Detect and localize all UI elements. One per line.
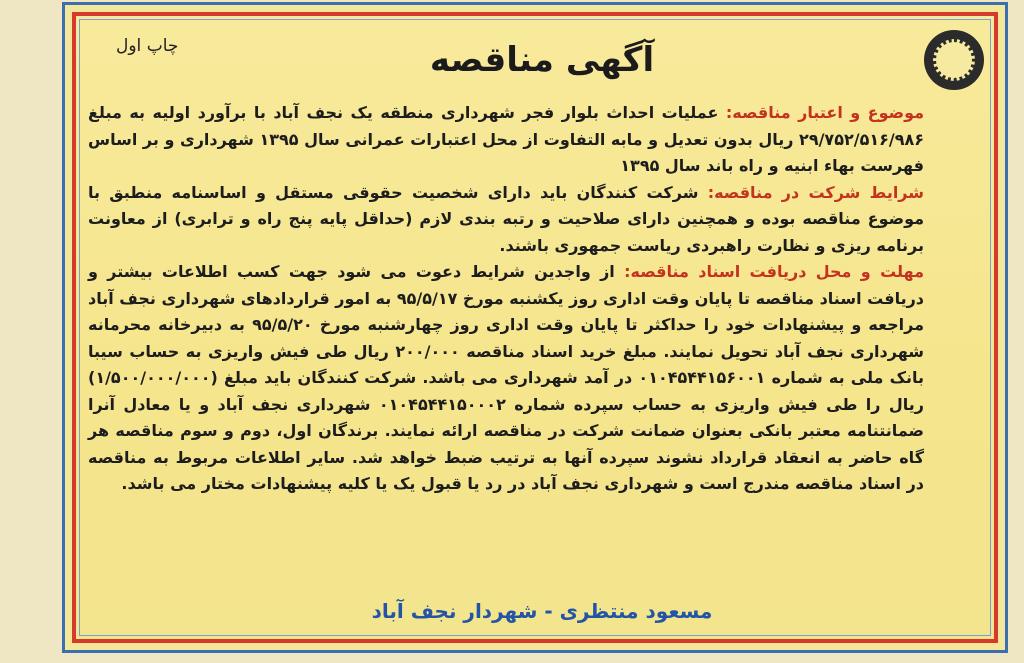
notice-body [88, 100, 924, 498]
section-heading-subject: موضوع و اعتبار مناقصه: [725, 103, 925, 122]
signature-line: مسعود منتظری - شهردار نجف آباد [371, 599, 713, 623]
section-text-subject: عملیات احداث بلوار فجر شهرداری منطقه یک نجف آباد با برآورد اولیه به مبلغ ۲۹/۷۵۲/۵۱۶/۹۸۶ ریال بدون تعدیل و مابه التفاوت از محل اعتبارات عمرانی سال ۱۳۹۵ شهرداری و بر اساس فهرست بهاء ابنیه و راه باند سال ۱۳۹۵ [88, 103, 924, 175]
print-edition-label: چاپ اول [116, 36, 179, 56]
notice-title: آگهی مناقصه [429, 40, 655, 80]
section-text-conditions: شرکت کنندگان باید دارای شخصیت حقوقی مستقل و اساسنامه منطبق با موضوع مناقصه بوده و همچنین دارای صلاحیت و رتبه بندی لازم (حداقل پایه پنج راه و ترابری) از معاونت برنامه ریزی و نظارت راهبردی ریاست جمهوری باشند. [88, 182, 924, 255]
section-text-deadline: از واجدین شرایط دعوت می شود جهت کسب اطلاعات بیشتر و دریافت اسناد مناقصه تا پایان وقت اداری روز یکشنبه مورخ ۹۵/۵/۱۷ به امور قراردادهای شهرداری نجف آباد مراجعه و پیشنهادات خود را حداکثر تا پایان وقت اداری روز چهارشنبه مورخ ۹۵/۵/۲۰ به دبیرخانه محرمانه شهرداری نجف آباد تحویل نمایند. مبلغ خرید اسناد مناقصه ۲۰۰/۰۰۰ ریال طی فیش واریزی به حساب سیبا بانک ملی به شماره ۰۱۰۴۵۴۴۱۵۶۰۰۱ در آمد شهرداری می باشد. شرکت کنندگان باید مبلغ (۱/۵۰۰/۰۰۰/۰۰۰) ریال را طی فیش واریزی به حساب سپرده شماره ۰۱۰۴۵۴۴۱۵۰۰۰۲ شهرداری نجف آباد و یا معادل آنرا ضمانتنامه معتبر بانکی بعنوان ضمانت شرکت در مناقصه ارائه نمایند. برندگان اول، دوم و سوم مناقصه هر گاه حاضر به انعقاد قرارداد نشوند سپرده آنها به ترتیب ضبط خواهد شد. سایر اطلاعات مربوط به مناقصه در اسناد مناقصه مندرج است و شهرداری نجف آباد در رد یا قبول یک یا کلیه پیشنهادات مختار می باشد. [88, 262, 925, 493]
section-heading-deadline: مهلت و محل دریافت اسناد مناقصه: [624, 262, 925, 281]
section-heading-conditions: شرایط شرکت در مناقصه: [707, 182, 924, 202]
